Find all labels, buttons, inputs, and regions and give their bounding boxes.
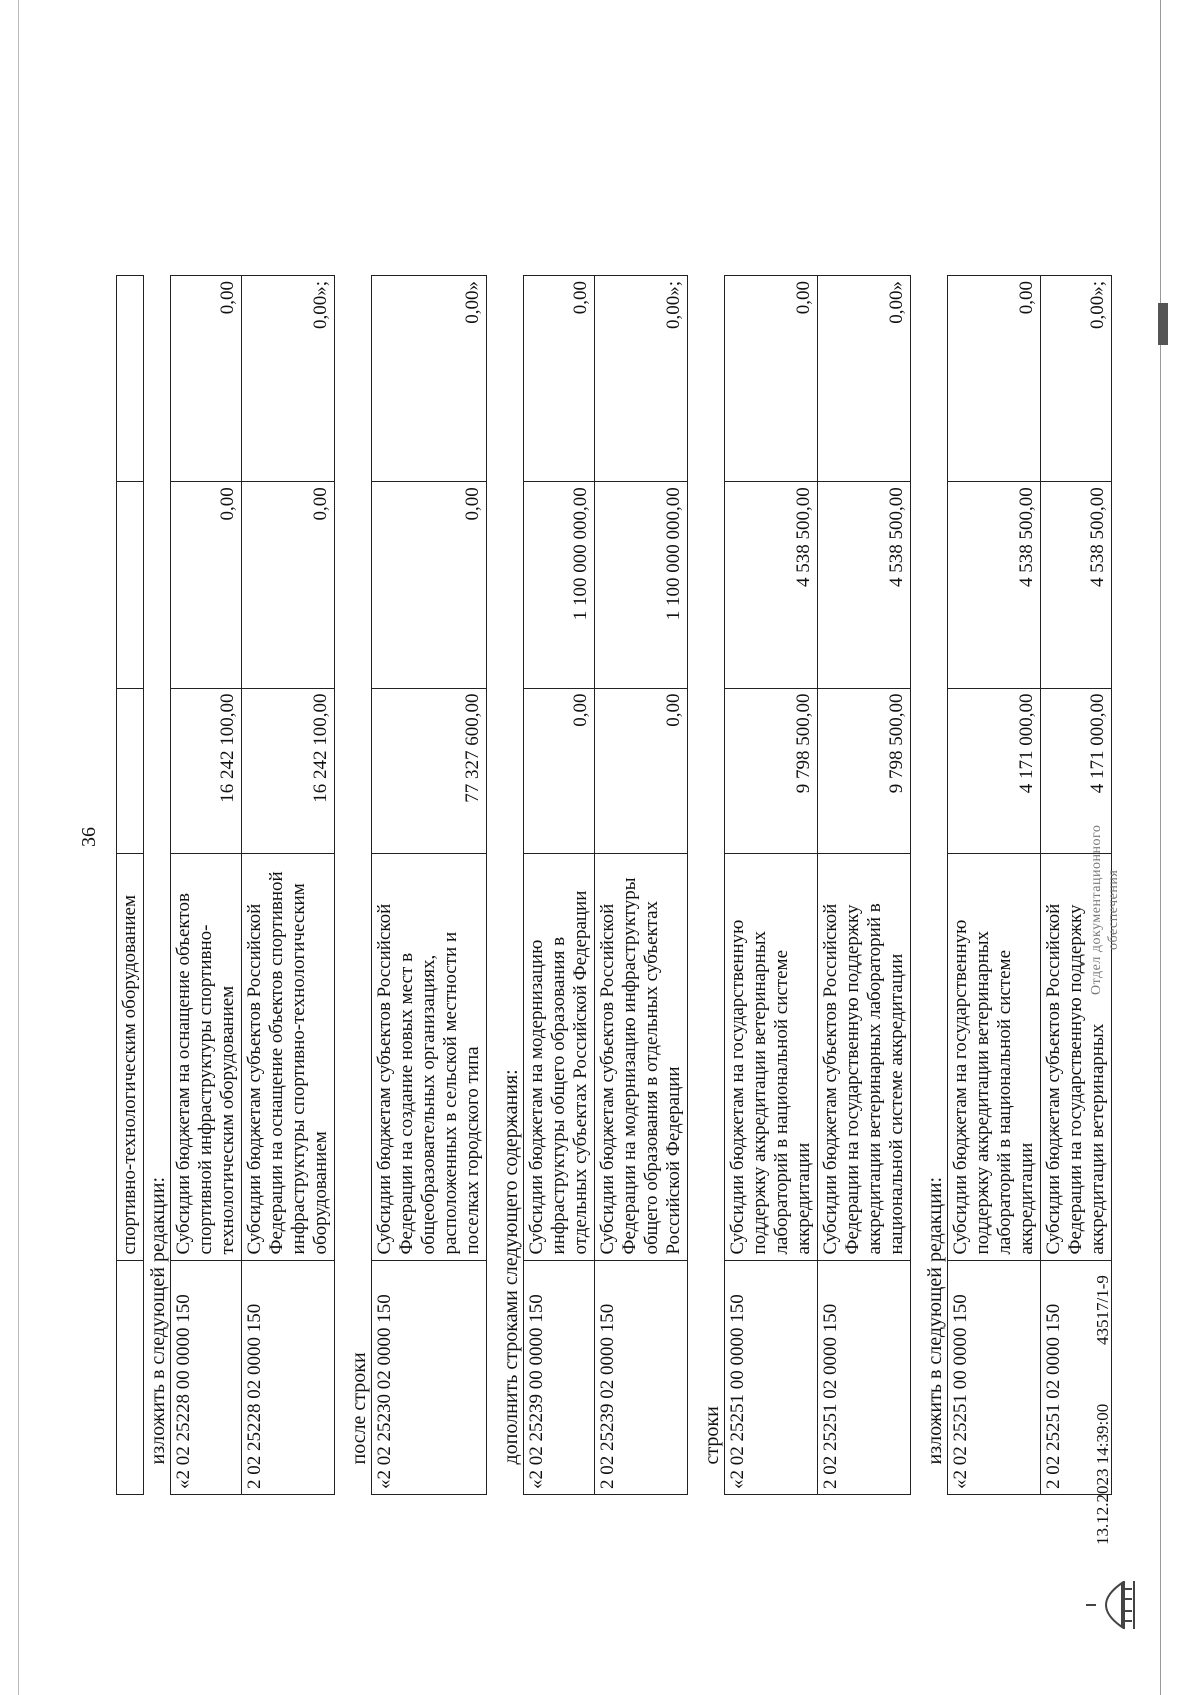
row-value-2: 0,00 <box>242 482 335 688</box>
instruction-text: дополнить строками следующего содержания: <box>500 1069 522 1465</box>
row-value-1: 4 171 000,00 <box>1041 688 1112 853</box>
row-value-2: 4 538 500,00 <box>1041 482 1112 688</box>
row-value-3: 0,00 <box>948 276 1041 482</box>
row-name: Субсидии бюджетам субъектов Российской Федерации на государственную поддержку аккредитации ветеринарных лабораторий в национальной системе аккредитации <box>818 853 911 1260</box>
row-value-1: 9 798 500,00 <box>725 688 818 853</box>
row-value-3: 0,00 <box>524 276 595 482</box>
row-code: «2 02 25230 02 0000 150 <box>372 1260 487 1494</box>
page-number: 36 <box>78 827 100 847</box>
footer-doc-id: 43517/1-9 <box>1093 1275 1112 1345</box>
row-value-1: 0,00 <box>524 688 595 853</box>
row-name: Субсидии бюджетам на оснащение объектов спортивной инфраструктуры спортивно-технологическим оборудованием <box>171 853 242 1260</box>
row-name: Субсидии бюджетам на модернизацию инфраструктуры общего образования в отдельных субъектах Российской Федерации <box>524 853 595 1260</box>
instruction-row <box>921 276 948 1495</box>
row-name: Субсидии бюджетам субъектов Российской Федерации на модернизацию инфраструктуры общего образования в отдельных субъектах Российской Федерации <box>595 853 688 1260</box>
row-code: «2 02 25228 00 0000 150 <box>171 1260 242 1494</box>
row-value-3: 0,00 <box>725 276 818 482</box>
row-value-1: 9 798 500,00 <box>818 688 911 853</box>
row-value-1: 77 327 600,00 <box>372 688 487 853</box>
duma-logo-icon <box>1082 1575 1138 1635</box>
row-value-3: 0,00» <box>818 276 911 482</box>
row-name: Субсидии бюджетам на государственную поддержку аккредитации ветеринарных лабораторий в национальной системе аккредитации <box>948 853 1041 1260</box>
instruction-row <box>345 276 372 1495</box>
row-value-2: 4 538 500,00 <box>818 482 911 688</box>
instruction-text: изложить в следующей редакции: <box>924 1176 946 1465</box>
row-value-3: 0,00»; <box>595 276 688 482</box>
table-row <box>117 276 144 1495</box>
stamp-line-2: обеспечения <box>1106 869 1121 950</box>
row-value-3: 0,00»; <box>242 276 335 482</box>
row-value-2: 0,00 <box>372 482 487 688</box>
row-value-2: 4 538 500,00 <box>725 482 818 688</box>
row-code: «2 02 25251 00 0000 150 <box>725 1260 818 1494</box>
amendments-table <box>116 275 1112 1495</box>
scan-artifact-line <box>18 0 19 1695</box>
table-row <box>171 276 242 1495</box>
row-code: «2 02 25251 00 0000 150 <box>948 1260 1041 1494</box>
row-value-2: 1 100 000 000,00 <box>595 482 688 688</box>
row-name: Субсидии бюджетам субъектов Российской Федерации на оснащение объектов спортивной инфраструктуры спортивно-технологическим оборудованием <box>242 853 335 1260</box>
table-row <box>725 276 818 1495</box>
department-stamp <box>1088 825 1122 995</box>
row-name: Субсидии бюджетам субъектов Российской Федерации на государственную поддержку аккредитации ветеринарных <box>1041 853 1112 1260</box>
row-value-3: 0,00 <box>171 276 242 482</box>
row-value-1: 0,00 <box>595 688 688 853</box>
footer-datetime: 13.12.2023 14:39:00 <box>1093 1403 1112 1545</box>
table-row <box>524 276 595 1495</box>
instruction-text: строки <box>701 1406 723 1465</box>
table-row <box>595 276 688 1495</box>
row-value-2: 4 538 500,00 <box>948 482 1041 688</box>
row-value-1: 16 242 100,00 <box>171 688 242 853</box>
row-name: Субсидии бюджетам субъектов Российской Федерации на создание новых мест в общеобразовательных организациях, расположенных в сельской местности и поселках городского типа <box>372 853 487 1260</box>
row-value-1: 16 242 100,00 <box>242 688 335 853</box>
table-row <box>948 276 1041 1495</box>
row-code: «2 02 25239 00 0000 150 <box>524 1260 595 1494</box>
row-value-2: 0,00 <box>171 482 242 688</box>
instruction-row <box>497 276 524 1495</box>
row-value-1: 4 171 000,00 <box>948 688 1041 853</box>
row-value-3: 0,00» <box>372 276 487 482</box>
row-code: 2 02 25251 02 0000 150 <box>818 1260 911 1494</box>
table-row <box>818 276 911 1495</box>
header-text: спортивно-технологическим оборудованием <box>117 853 144 1260</box>
row-value-2: 1 100 000 000,00 <box>524 482 595 688</box>
row-code: 2 02 25251 02 0000 150 <box>1041 1260 1112 1494</box>
scan-artifact-bar <box>1158 303 1168 345</box>
row-name: Субсидии бюджетам на государственную поддержку аккредитации ветеринарных лабораторий в национальной системе аккредитации <box>725 853 818 1260</box>
instruction-row <box>144 276 171 1495</box>
scan-artifact-line <box>1160 0 1161 1695</box>
instruction-text: изложить в следующей редакции: <box>147 1176 169 1465</box>
stamp-line-1: Отдел документационного <box>1089 824 1104 995</box>
instruction-row <box>698 276 725 1495</box>
table-row <box>372 276 487 1495</box>
table-row <box>242 276 335 1495</box>
instruction-text: после строки <box>348 1352 370 1465</box>
row-code: 2 02 25239 02 0000 150 <box>595 1260 688 1494</box>
row-value-3: 0,00»; <box>1041 276 1112 482</box>
row-code: 2 02 25228 02 0000 150 <box>242 1260 335 1494</box>
